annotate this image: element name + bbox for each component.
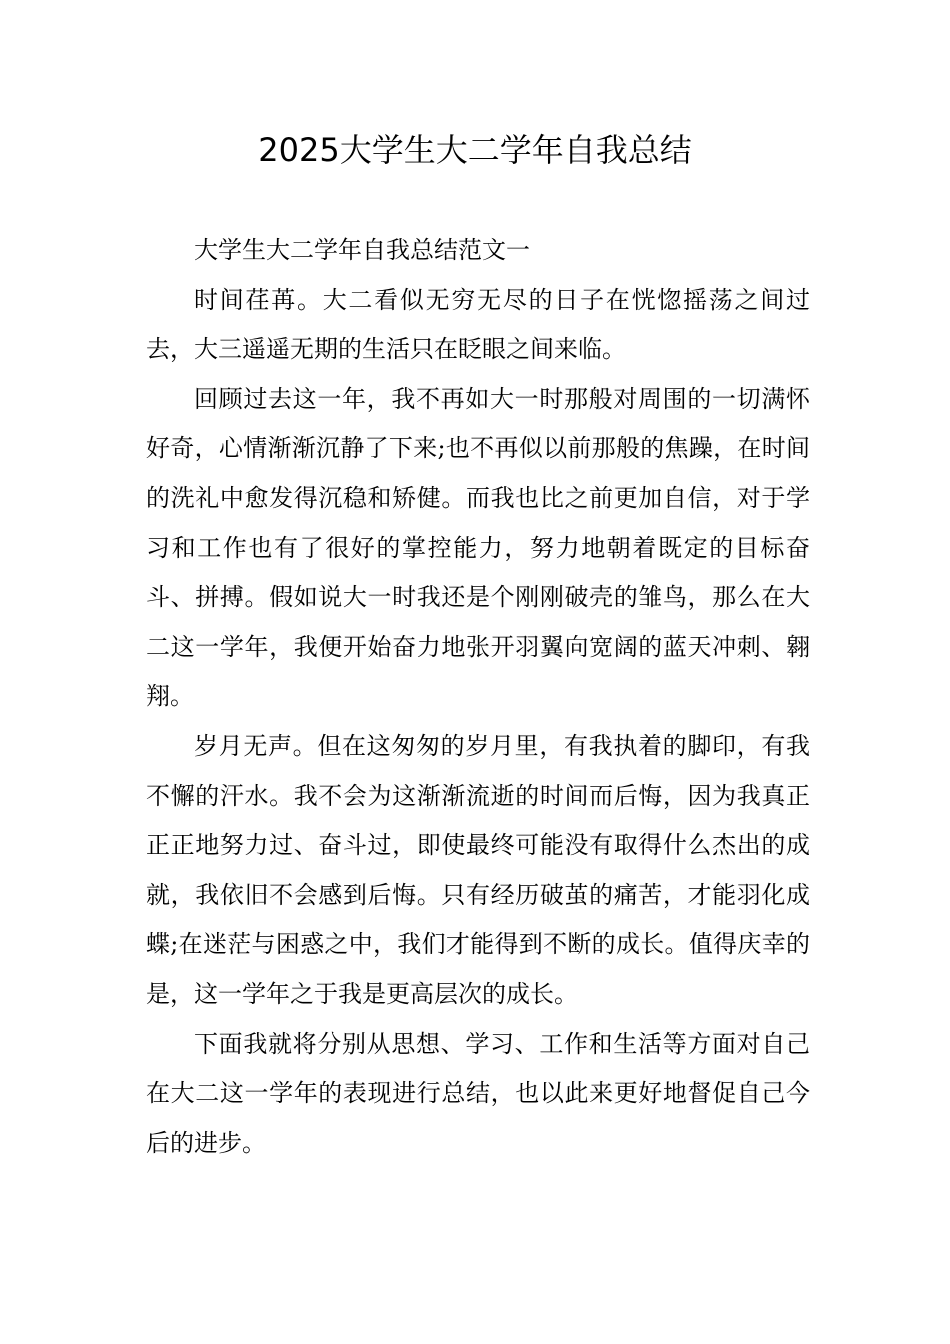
paragraph: 时间荏苒。大二看似无穷无尽的日子在恍惚摇荡之间过去，大三遥遥无期的生活只在眨眼之间来临。 bbox=[146, 285, 810, 364]
paragraph: 下面我就将分别从思想、学习、工作和生活等方面对自己在大二这一学年的表现进行总结，也以此来更好地督促自己今后的进步。 bbox=[146, 1029, 810, 1157]
paragraph-heading: 大学生大二学年自我总结范文一 bbox=[194, 236, 530, 264]
paragraph: 回顾过去这一年，我不再如大一时那般对周围的一切满怀好奇，心情渐渐沉静了下来;也不再似以前那般的焦躁，在时间的洗礼中愈发得沉稳和矫健。而我也比之前更加自信，对于学习和工作也有了很好的掌控能力，努力地朝着既定的目标奋斗、拼搏。假如说大一时我还是个刚刚破壳的雏鸟，那么在大二这一学年，我便开始奋力地张开羽翼向宽阔的蓝天冲刺、翱翔。 bbox=[146, 384, 810, 711]
document-body bbox=[146, 226, 810, 1168]
paragraph: 岁月无声。但在这匆匆的岁月里，有我执着的脚印，有我不懈的汗水。我不会为这渐渐流逝的时间而后悔，因为我真正正正地努力过、奋斗过，即使最终可能没有取得什么杰出的成就，我依旧不会感到后悔。只有经历破茧的痛苦，才能羽化成蝶;在迷茫与困惑之中，我们才能得到不断的成长。值得庆幸的是，这一学年之于我是更高层次的成长。 bbox=[146, 731, 810, 1008]
document-title: 2025大学生大二学年自我总结 bbox=[258, 131, 692, 169]
